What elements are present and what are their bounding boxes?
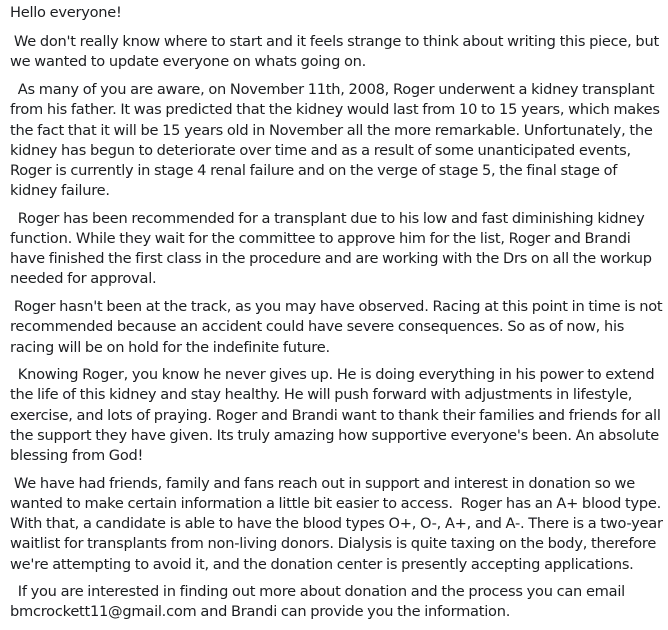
post-paragraph-transplant-recommendation: Roger has been recommended for a transplant due to his low and fast diminishing kidney function. While they wait for the committee to approve him for the list, Roger and Brandi have finished the first class in the procedure and are working with the Drs on all the workup needed for approval.	[10, 209, 656, 288]
post-paragraph-transplant-history: As many of you are aware, on November 11th, 2008, Roger underwent a kidney transplant from his father. It was predicted that the kidney would last from 10 to 15 years, which makes the fact that it will be 15 years old in November all the more remarkable. Unfortunately, the kidney has begun to deteriorate over time and as a result of some unanticipated events, Roger is currently in stage 4 renal failure and on the verge of stage 5, the final stage of kidney failure.	[10, 81, 664, 200]
post-paragraph-donation-info: We have had friends, family and fans reach out in support and interest in donation so we wanted to make certain information a little bit easier to access. Roger has an A+ blood type. With that, a candidate is able to have the blood types O+, O-, A+, and A-. There is a two-year waitlist for transplants from non-living donors. Dialysis is quite taxing on the body, therefore we're attempting to avoid it, and the donation center is presently accepting applications.	[10, 474, 667, 573]
post-paragraph-racing: Roger hasn't been at the track, as you may have observed. Racing at this point in time is not recommended because an accident could have severe consequences. So as of now, his racing will be on hold for the indefinite future.	[10, 298, 667, 356]
post-body	[10, 3, 665, 630]
post-paragraph-never-gives-up: Knowing Roger, you know he never gives up. He is doing everything in his power to extend the life of this kidney and stay healthy. He will push forward with adjustments in lifestyle, exercise, and lots of praying. Roger and Brandi want to thank their families and friends for all the support they have given. Its truly amazing how supportive everyone's been. An absolute blessing from God!	[10, 366, 665, 465]
post-paragraph-intro: We don't really know where to start and it feels strange to think about writing this piece, but we wanted to update everyone on whats going on.	[10, 33, 663, 71]
post-paragraph-contact: If you are interested in finding out more about donation and the process you can email bmcrockett11@gmail.com and Brandi can provide you the information.	[10, 583, 629, 621]
post-greeting: Hello everyone!	[10, 4, 122, 21]
